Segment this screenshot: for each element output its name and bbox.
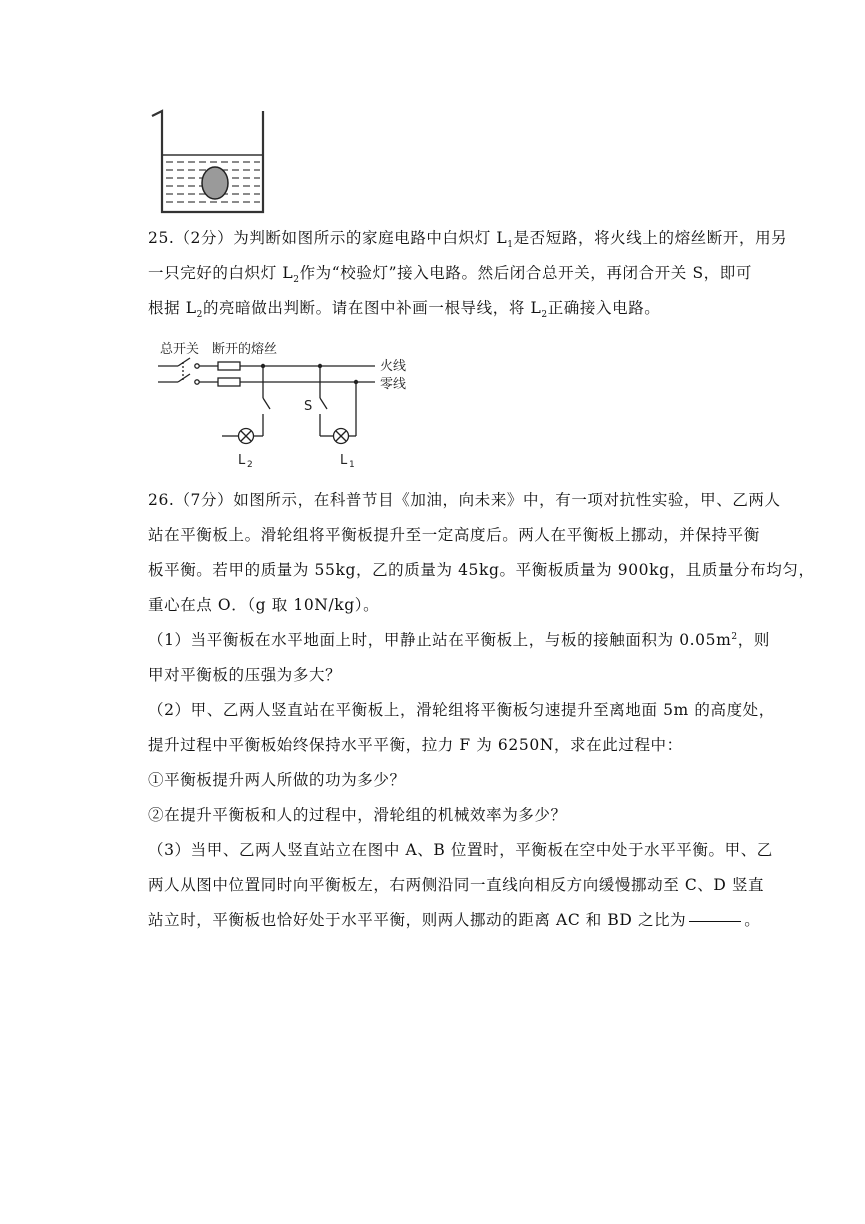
q26-score: （7分） <box>174 491 234 509</box>
q25-line1-tail: 是否短路，将火线上的熔丝断开，用另 <box>513 229 788 247</box>
l1-sub-label: 1 <box>349 460 355 470</box>
q26-part3: （3）当甲、乙两人竖直站立在图中 A、B 位置时，平衡板在空中处于水平平衡。甲、乙 <box>148 841 773 859</box>
q25-line2a: 一只完好的白炽灯 L <box>148 264 294 282</box>
q26-intro2: 站在平衡板上。滑轮组将平衡板提升至一定高度后。两人在平衡板上挪动，并保持平衡 <box>148 526 760 544</box>
q26-part1: （1）当平衡板在水平地面上时，甲静止站在平衡板上，与板的接触面积为 0.05m <box>148 631 732 649</box>
live-wire-label: 火线 <box>380 359 407 374</box>
l2-sub-label: 2 <box>247 460 253 470</box>
q26-number: 26. <box>148 491 175 509</box>
answer-blank[interactable] <box>689 921 741 922</box>
switch-s-label: S <box>304 399 313 414</box>
q25-sub: 1 <box>507 240 514 251</box>
q26-part2-i: ①平衡板提升两人所做的功为多少？ <box>148 771 406 789</box>
l1-label: L <box>340 453 348 468</box>
q26-part3-end: 。 <box>744 911 761 929</box>
q26-intro4: 重心在点 O．（g 取 10N/kg）。 <box>148 596 380 614</box>
q26-part1b: ，则 <box>737 631 770 649</box>
q25-sub: 2 <box>293 275 300 286</box>
circuit-diagram <box>150 336 420 471</box>
q25-line3b: 的亮暗做出判断。请在图中补画一根导线，将 L <box>202 299 542 317</box>
beaker-figure <box>148 108 268 218</box>
q26-sup: 2 <box>731 631 738 642</box>
q25-line1: 为判断如图所示的家庭电路中白炽灯 L <box>233 229 508 247</box>
question-25 <box>148 226 788 326</box>
q26-part3c: 站立时，平衡板也恰好处于水平平衡，则两人挪动的距离 AC 和 BD 之比为 <box>148 911 687 929</box>
q25-line2b: 作为“校验灯”接入电路。然后闭合总开关，再闭合开关 S，即可 <box>299 264 752 282</box>
q26-intro1: 如图所示，在科普节目《加油，向未来》中，有一项对抗性实验，甲、乙两人 <box>233 491 781 509</box>
q26-part3b: 两人从图中位置同时向平衡板左，右两侧沿同一直线向相反方向缓慢挪动至 C、D 竖直 <box>148 876 765 894</box>
q25-line3c: 正确接入电路。 <box>547 299 661 317</box>
egg-object <box>202 167 228 199</box>
q25-number: 25. <box>148 229 175 247</box>
q25-line3a: 根据 L <box>148 299 197 317</box>
q26-part2: （2）甲、乙两人竖直站在平衡板上，滑轮组将平衡板匀速提升至离地面 5m 的高度处， <box>148 701 775 719</box>
q26-part2b: 提升过程中平衡板始终保持水平平衡，拉力 F 为 6250N，求在此过程中： <box>148 736 683 754</box>
neutral-wire-label: 零线 <box>380 377 407 392</box>
q25-sub: 2 <box>196 310 203 321</box>
question-26 <box>148 488 815 929</box>
q26-part1c: 甲对平衡板的压强为多大？ <box>148 666 342 684</box>
q26-intro3: 板平衡。若甲的质量为 55kg，乙的质量为 45kg。平衡板质量为 900kg，且质量分布均匀， <box>148 561 815 579</box>
q25-sub: 2 <box>541 310 548 321</box>
q26-part2-ii: ②在提升平衡板和人的过程中，滑轮组的机械效率为多少？ <box>148 806 567 824</box>
l2-label: L <box>238 453 246 468</box>
main-switch-label: 总开关 <box>160 342 200 357</box>
q25-score: （2分） <box>174 229 234 247</box>
broken-fuse-label: 断开的熔丝 <box>212 342 278 357</box>
